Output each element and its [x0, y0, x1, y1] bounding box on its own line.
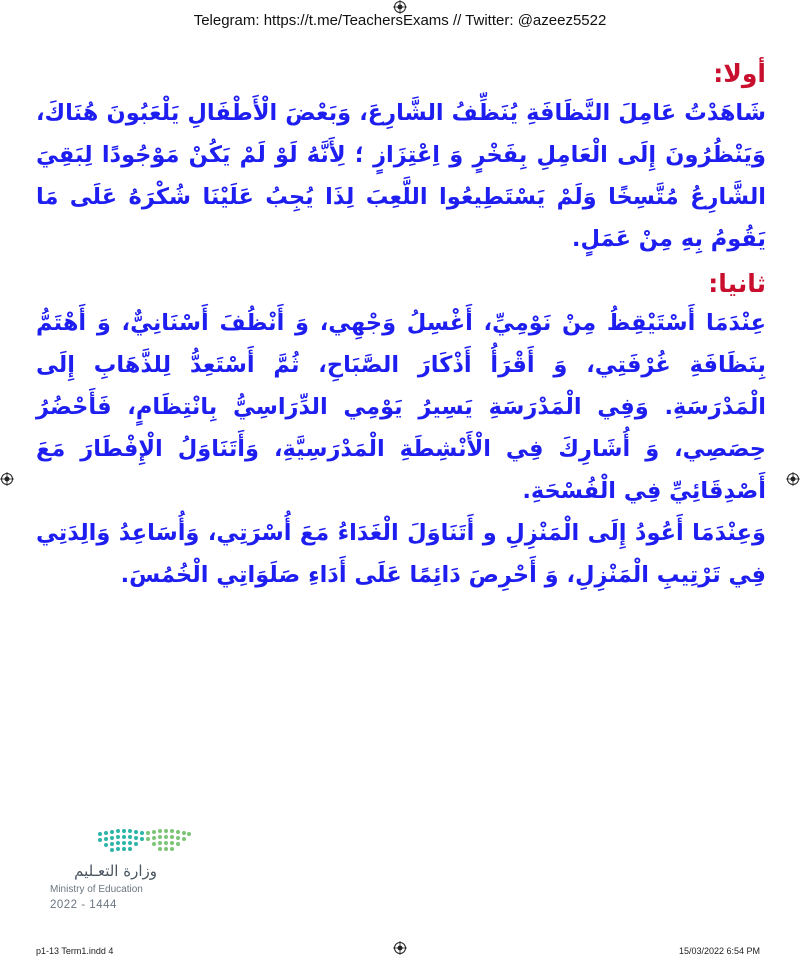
- section-2-paragraph-2: وَعِنْدَمَا أَعُودُ إِلَى الْمَنْزِلِ و أَتَنَاوَلَ الْغَدَاءُ مَعَ أُسْرَتِي، وَأُسَاعِدُ وَالِدَتِي فِي تَرْتِيبِ الْمَنْزِلِ، وَ أَحْرِصَ دَائِمًا عَلَى أَدَاءِ صَلَوَاتِي الْخُمُسَ.: [36, 520, 766, 588]
- ministry-name-arabic: وزارة التعـليم: [74, 862, 157, 880]
- ministry-logo: [50, 826, 200, 921]
- section-2-heading: ثانيا:: [708, 269, 766, 298]
- footer-file-name: p1-13 Term1.indd 4: [36, 946, 114, 956]
- ministry-year: 2022 - 1444: [50, 899, 117, 911]
- registration-mark-icon: [786, 472, 800, 486]
- registration-mark-icon: [0, 472, 14, 486]
- ministry-logo-dots-icon: [96, 826, 192, 858]
- main-content: [36, 56, 766, 596]
- registration-mark-icon: [393, 941, 407, 955]
- footer-timestamp: 15/03/2022 6:54 PM: [678, 946, 760, 956]
- header-contact-line: Telegram: https://t.me/TeachersExams // Twitter: @azeez5522: [193, 12, 607, 29]
- section-2-paragraph-1: عِنْدَمَا أَسْتَيْقِظُ مِنْ نَوْمِيِّ، أَغْسِلُ وَجْهِي، وَ أَنْظُفَ أَسْنَانِيٌّ، وَ أَهْتَمُّ بِنَظَافَةِ غُرْفَتِي، وَ أَقْرَأُ أَذْكَارَ الصَّبَاحِ، ثُمَّ أَسْتَعِدُّ لِلذَّهَابِ إِلَى الْمَدْرَسَةِ. وَفِي الْمَدْرَسَةِ يَسِيرُ يَوْمِي الدِّرَاسِيُّ بِانْتِظَامٍ، فَأَحْضُرُ حِصَصِي، وَ أُشَارِكَ فِي الْأَنْشِطَةِ الْمَدْرَسِيَّةِ، وَأَتَنَاوَلُ الْإِفْطَارَ مَعَ أَصْدِقَائِيِّ فِي الْفُسْحَةِ.: [36, 310, 766, 504]
- ministry-name-english: Ministry of Education: [50, 884, 143, 895]
- section-1-heading: أولا:: [713, 59, 766, 88]
- section-1-paragraph: شَاهَدْتُ عَامِلَ النَّظَافَةِ يُنَظِّفُ الشَّارِعَ، وَبَعْضَ الْأَطْفَالِ يَلْعَبُونَ هُنَاكَ، وَيَنْظُرُونَ إِلَى الْعَامِلِ بِفَخْرٍ وَ اِعْتِزَازٍ ؛ لِأَنَّهُ لَوْ لَمْ يَكُنْ مَوْجُودًا لِبَقِيَ الشَّارِعُ مُتَّسِخًا وَلَمْ يَسْتَطِيعُوا اللَّعِبَ لِذَا يُجِبُ عَلَيْنَا شُكْرَهُ عَلَى مَا يَقُومُ بِهِ مِنْ عَمَلٍ.: [36, 100, 766, 252]
